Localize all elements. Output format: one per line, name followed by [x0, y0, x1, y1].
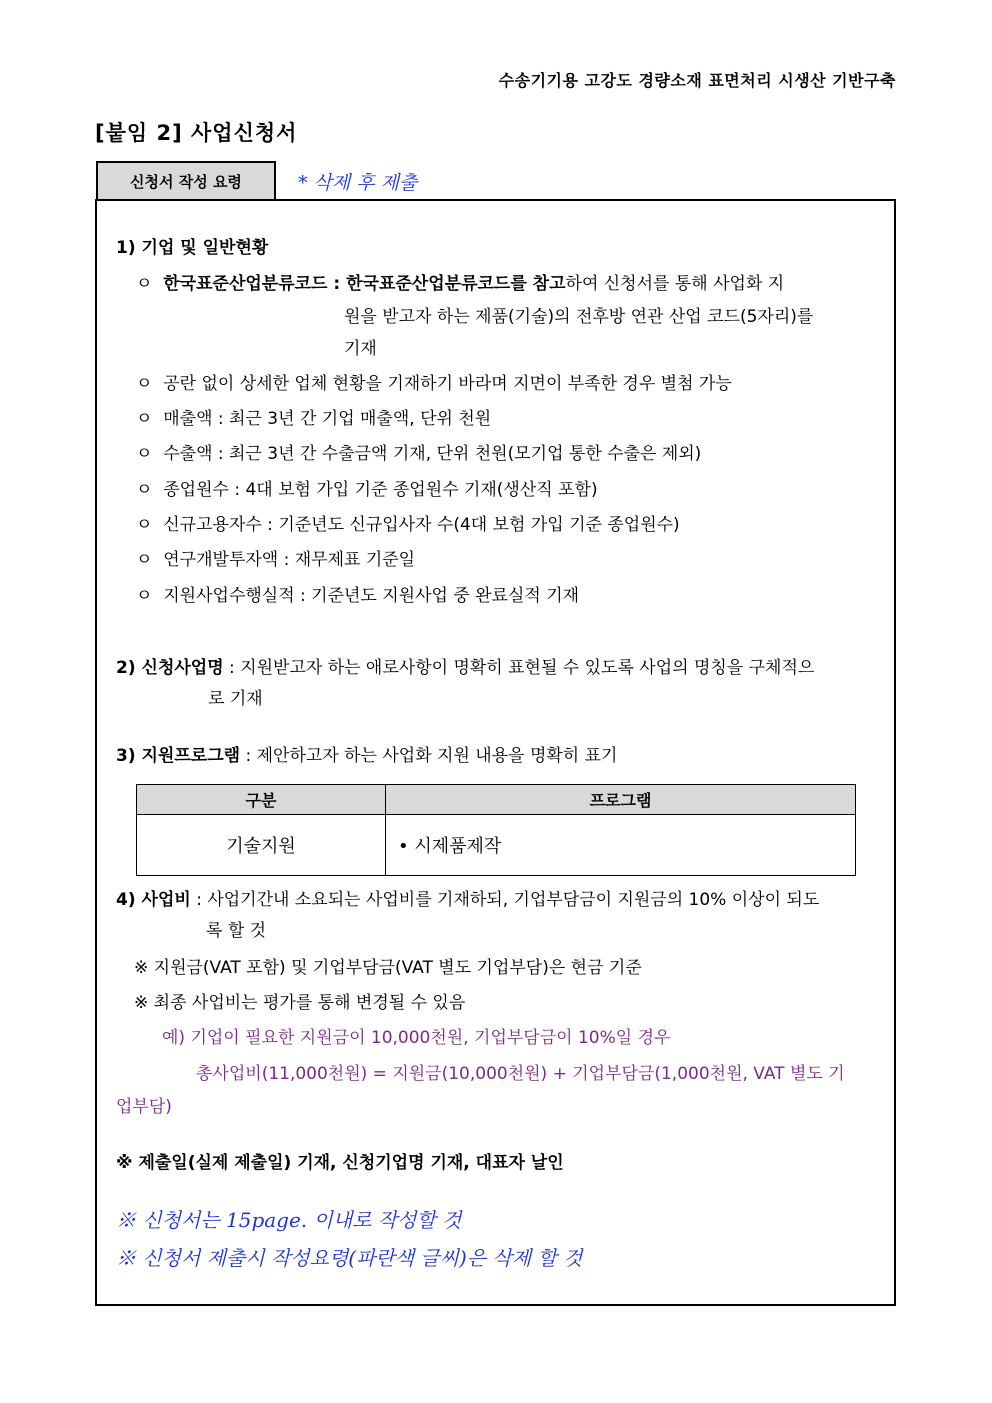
section3-text: : 제안하고자 하는 사업화 지원 내용을 명확히 표기 [240, 746, 618, 766]
section4-line1 [116, 889, 819, 911]
example-line2: 총사업비(11,000천원) = 지원금(10,000천원) + 기업부담금(1,000천원, VAT 별도 기 [196, 1064, 845, 1084]
bullet-mark: ㅇ [136, 444, 153, 464]
program-table [136, 784, 856, 876]
example-line3: 업부담) [116, 1097, 172, 1117]
item-text: 신규고용자수 : 기준년도 신규입사자 수(4대 보험 가입 기준 종업원수) [163, 515, 680, 535]
section1-item-kcode [136, 273, 876, 295]
section2-line1 [116, 657, 814, 679]
example-line1: 예) 기업이 필요한 지원금이 10,000천원, 기업부담금이 10%일 경우 [162, 1028, 671, 1048]
page-limit-note: ※ 신청서는 15page. 이내로 작성할 것 [116, 1208, 462, 1232]
section4-heading: 4) 사업비 [116, 890, 191, 910]
section1-item [136, 549, 415, 571]
item-text: 연구개발투자액 : 재무제표 기준일 [163, 550, 416, 570]
table-header-category: 구분 [137, 785, 386, 815]
section4-note1: ※ 지원금(VAT 포함) 및 기업부담금(VAT 별도 기업부담)은 현금 기준 [134, 958, 642, 978]
section1-item [136, 373, 732, 395]
section1-item [136, 443, 701, 465]
kcode-rest: 하여 신청서를 통해 사업화 지 [565, 274, 785, 294]
section1-item [136, 585, 579, 607]
section4-note2: ※ 최종 사업비는 평가를 통해 변경될 수 있음 [134, 993, 466, 1013]
bullet-mark: ㅇ [136, 480, 153, 500]
kcode-bold: 한국표준산업분류코드를 참고 [346, 274, 566, 294]
bullet-mark: ㅇ [136, 550, 153, 570]
section2-heading: 2) 신청사업명 [116, 658, 224, 678]
running-header: 수송기기용 고강도 경량소재 표면처리 시생산 기반구축 [498, 71, 896, 90]
guide-tab-label: 신청서 작성 요령 [96, 161, 276, 199]
section3-line [116, 745, 617, 767]
item-text: 수출액 : 최근 3년 간 수출금액 기재, 단위 천원(모기업 통한 수출은 제외) [163, 444, 702, 464]
document-title: [붙임 2] 사업신청서 [95, 121, 298, 145]
delete-guide-note: ※ 신청서 제출시 작성요령(파란색 글씨)은 삭제 할 것 [116, 1246, 583, 1270]
bullet-mark: ㅇ [136, 409, 153, 429]
section1-item [136, 408, 491, 430]
kcode-label: 한국표준산업분류코드 : [163, 274, 347, 294]
section2-text: : 지원받고자 하는 애로사항이 명확히 표현될 수 있도록 사업의 명칭을 구체적으 [223, 658, 815, 678]
bullet-mark: ㅇ [136, 586, 153, 606]
bullet-mark: ㅇ [136, 274, 153, 294]
kcode-line2: 원을 받고자 하는 제품(기술)의 전후방 연관 산업 코드(5자리)를 [344, 307, 814, 327]
section4-line2: 록 할 것 [206, 921, 267, 941]
item-text: 지원사업수행실적 : 기준년도 지원사업 중 완료실적 기재 [163, 586, 580, 606]
item-text: 매출액 : 최근 3년 간 기업 매출액, 단위 천원 [163, 409, 492, 429]
delete-note: * 삭제 후 제출 [298, 172, 418, 194]
item-text: 공란 없이 상세한 업체 현황을 기재하기 바라며 지면이 부족한 경우 별첨 가능 [163, 374, 732, 394]
item-text: 종업원수 : 4대 보험 가입 기준 종업원수 기재(생산직 포함) [163, 480, 598, 500]
bullet-mark: ㅇ [136, 374, 153, 394]
table-header-program: 프로그램 [386, 785, 856, 815]
bullet-mark: ㅇ [136, 515, 153, 535]
table-row [137, 815, 856, 876]
section1-item [136, 479, 598, 501]
section3-heading: 3) 지원프로그램 [116, 746, 241, 766]
section1-item [136, 514, 680, 536]
table-cell-program: • 시제품제작 [386, 815, 856, 876]
section4-text: : 사업기간내 소요되는 사업비를 기재하되, 기업부담금이 지원금의 10% 이상이 되도 [190, 890, 820, 910]
submit-note: ※ 제출일(실제 제출일) 기재, 신청기업명 기재, 대표자 날인 [116, 1153, 564, 1173]
section1-heading: 1) 기업 및 일반현황 [116, 238, 269, 258]
table-cell-category: 기술지원 [137, 815, 386, 876]
section2-line2: 로 기재 [208, 689, 263, 709]
kcode-line3: 기재 [344, 339, 377, 359]
